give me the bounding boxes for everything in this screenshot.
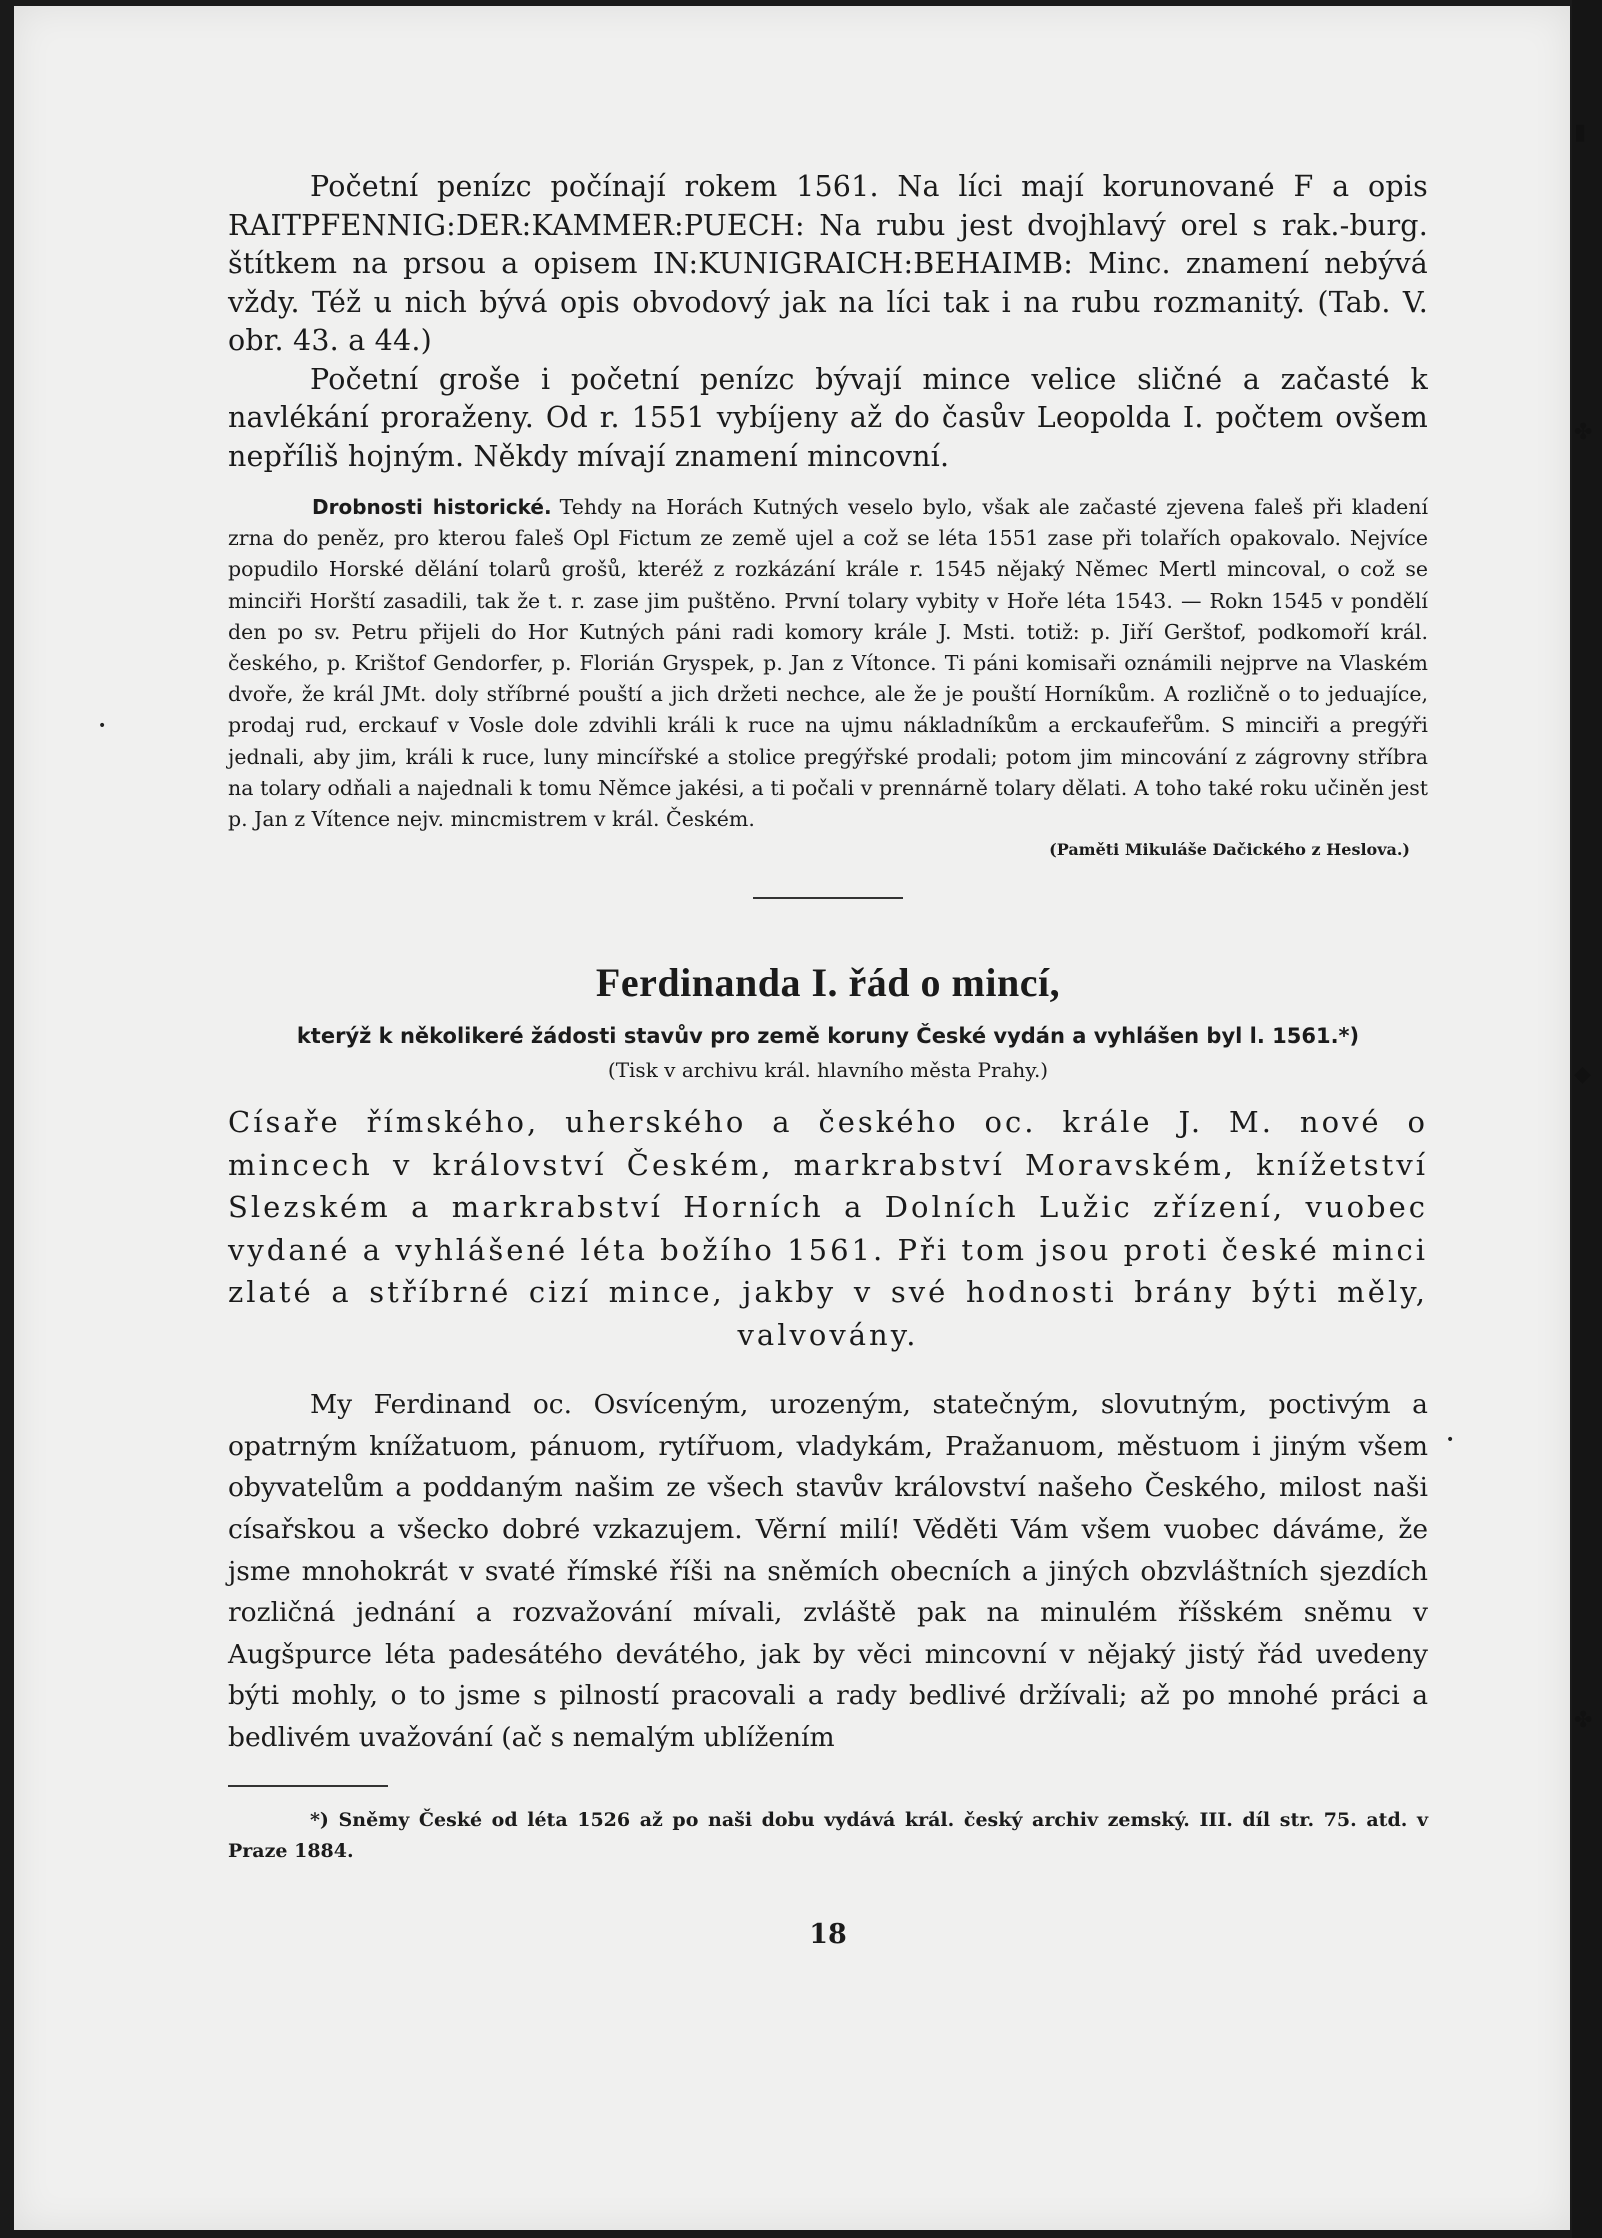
page-number: 18 bbox=[809, 1918, 847, 1950]
paragraph-pocetni-grose: Početní groše i početní penízc bývají mince velice sličné a začasté k navlékání proraženy. Od r. 1551 vybíjeny až do časův Leopolda I. počtem ovšem nepříliš hojným. Někdy mívají znamení mincovní. bbox=[228, 362, 1428, 473]
edge-mark-icon: ▮ bbox=[1574, 120, 1587, 145]
historical-source: (Paměti Mikuláše Dačického z Heslova.) bbox=[1049, 840, 1410, 860]
edge-mark-icon: ✤ bbox=[1574, 420, 1593, 445]
historical-label: Drobnosti historické. bbox=[312, 495, 552, 519]
section-source: (Tisk v archivu král. hlavního města Prahy.) bbox=[607, 1058, 1049, 1083]
edge-mark-icon: ◆ bbox=[1574, 1062, 1591, 1087]
footnote: *) Sněmy České od léta 1526 až po naši dobu vydává král. český archiv zemský. III. díl str. 75. atd. v Praze 1884. bbox=[228, 1808, 1428, 1862]
page-content bbox=[228, 168, 1428, 1950]
decree-body: My Ferdinand oc. Osvíceným, urozeným, statečným, slovutným, poctivým a opatrným knížatuom, pánuom, rytířuom, vladykám, Pražanuom, městuom i jiným všem obyvatelům a poddaným našim ze všech stavův království našeho Českého, milost naši císařskou a všecko dobré vzkazujem. Věrní milí! Věděti Vám všem vuobec dáváme, že jsme mnohokrát v svaté římské říši na sněmích obecních a jiných obzvláštních sjezdích rozličná jednání a rozvažování mívali, zvláště pak na minulém říšském sněmu v Augšpurce léta padesátého devátého, jak by věci mincovní v nějaký jistý řád uvedeny býti mohly, o to jsme s pilností pracovali a rady bedlivé držívali; až po mnohé práci a bedlivém uvažování (ač s nemalým ublížením bbox=[228, 1389, 1428, 1753]
margin-dot: • bbox=[98, 718, 107, 734]
historical-text: Tehdy na Horách Kutných veselo bylo, však ale začasté zjevena faleš při kladení zrna do peněz, pro kterou faleš Opl Fictum ze země ujel a což se léta 1551 zase při tolařích opakovalo. Nejvíce popudilo Horské dělání tolarů grošů, kteréž z rozkázání krále r. 1545 nějaký Němec Mertl mincoval, o což se minciři Horští zasadili, tak že t. r. zase jim puštěno. První tolary vybity v Hoře léta 1543. — Rokn 1545 v pondělí den po sv. Petru přijeli do Hor Kutných páni radi komory krále J. Msti. totiž: p. Jiří Gerštof, podkomoří král. českého, p. Krištof Gendorfer, p. Florián Gryspek, p. Jan z Vítonce. Ti páni komisaři oznámili nejprve na Vlaském dvoře, že král JMt. doly stříbrné pouští a jich držeti nechce, ale že je pouští Horníkům. A rozličně o to jeduajíce, prodaj rud, erckauf v Vosle dole zdvihli králi k ruce na ujmu nákladníkům a erckaufeřům. S minciři a pregýři jednali, aby jim, králi k ruce, luny mincířské a stolice pregýřské prodali; potom jim mincování z zágrovny stříbra na tolary odňali a najednali k tomu Němce jakési, a ti počali v prennárně tolary dělati. A toho také roku učiněn jest p. Jan z Vítence nejv. mincmistrem v král. Českém. bbox=[228, 495, 1428, 832]
decree-title: Císaře římského, uherského a českého oc. krále J. M. nové o mincech v království Českém, markrabství Moravském, knížetství Slezském a markrabství Horních a Dolních Lužic zřízení, vuobec vydané a vyhlášené léta božího 1561. Při tom jsou proti české minci zlaté a stříbrné cizí mince, jakby v své hodnosti brány býti měly, valvovány. bbox=[228, 1105, 1428, 1352]
edge-mark-icon: ✤ bbox=[1574, 1708, 1593, 1733]
historical-notes bbox=[228, 492, 1428, 835]
section-title: Ferdinanda I. řád o mincí, bbox=[595, 960, 1061, 1006]
footnote-rule bbox=[228, 1785, 388, 1787]
margin-dot: • bbox=[1446, 1432, 1455, 1448]
paragraph-pocetni-penize: Početní penízc počínají rokem 1561. Na líci mají korunované F a opis RAITPFENNIG:DER:KAMMER:PUECH: Na rubu jest dvojhlavý orel s rak.-burg. štítkem na prsou a opisem IN:KUNIGRAICH:BEHAIMB: Minc. znamení nebývá vždy. Též u nich bývá opis obvodový jak na líci tak i na rubu rozmanitý. (Tab. V. obr. 43. a 44.) bbox=[228, 170, 1428, 357]
section-divider bbox=[753, 897, 903, 899]
section-subtitle: kterýž k několikeré žádosti stavův pro země koruny České vydán a vyhlášen byl l. 1561.*) bbox=[296, 1024, 1360, 1049]
page-edge bbox=[1572, 0, 1602, 2238]
